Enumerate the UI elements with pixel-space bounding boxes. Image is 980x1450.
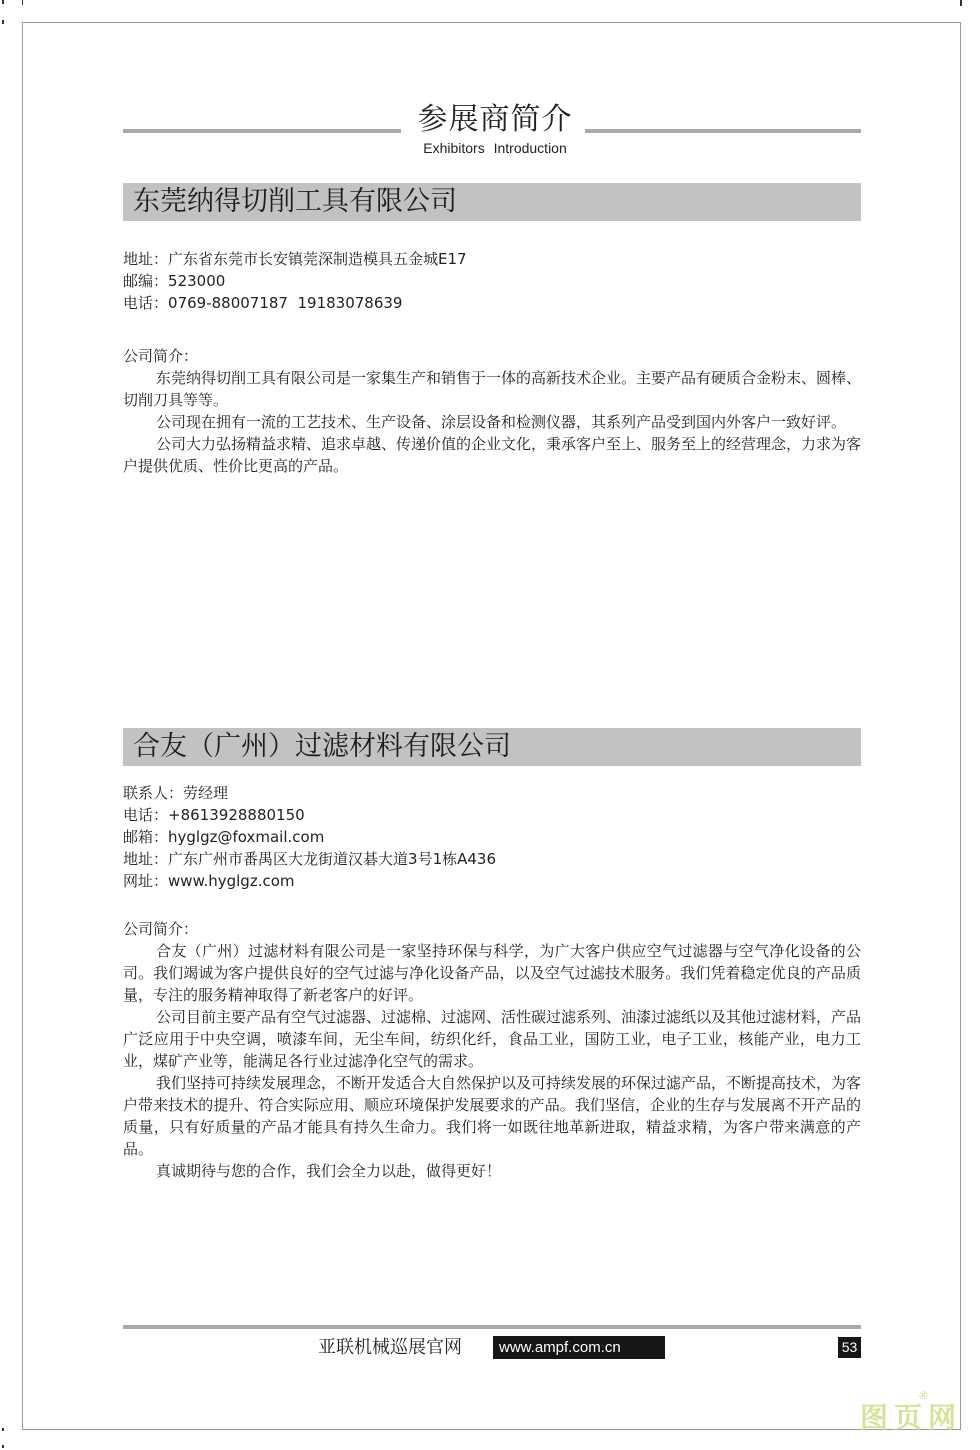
intro-paragraph: 公司目前主要产品有空气过滤器、过滤棉、过滤网、活性碳过滤系列、油漆过滤纸以及其他过滤材料，产品广泛应用于中央空调，喷漆车间，无尘车间，纺织化纤，食品工业，国防工业，电子工业，核能产业，电力工业，煤矿产业等，能满足各行业过滤净化空气的需求。 [123, 1008, 862, 1070]
colon: ： [153, 872, 169, 890]
colon: ： [153, 828, 169, 846]
crop-mark [2, 1445, 4, 1448]
page-header [123, 100, 861, 160]
info-value: 劳经理 [183, 784, 229, 802]
crop-mark [2, 1428, 4, 1431]
info-value: 0769-88007187 19183078639 [168, 294, 403, 312]
company-name: 合友（广州）过滤材料有限公司 [133, 731, 511, 762]
info-value: 523000 [168, 272, 226, 290]
intro-paragraph: 公司大力弘扬精益求精、追求卓越、传递价值的企业文化，秉承客户至上、服务至上的经营理念，力求为客户提供优质、性价比更高的产品。 [123, 435, 862, 475]
info-row-phone [123, 292, 861, 314]
info-label: 地址 [123, 850, 154, 868]
info-value: www.hyglgz.com [168, 872, 295, 890]
intro-label: 公司简介： [123, 347, 199, 365]
info-value: 广东省东莞市长安镇莞深制造模具五金城E17 [168, 250, 467, 268]
intro-paragraph: 公司现在拥有一流的工艺技术、生产设备、涂层设备和检测仪器，其系列产品受到国内外客户一致好评。 [156, 413, 847, 431]
company-intro [123, 918, 861, 1182]
company-contact-info [123, 782, 861, 892]
company-title-bar [123, 728, 861, 766]
registered-mark-icon: ® [918, 1389, 929, 1402]
info-value: +8613928880150 [168, 806, 305, 824]
page-frame [22, 22, 961, 1430]
company-intro [123, 345, 861, 477]
footer-url: www.ampf.com.cn [493, 1336, 665, 1359]
info-label: 邮编 [123, 272, 154, 290]
info-row-website [123, 870, 861, 892]
company-name: 东莞纳得切削工具有限公司 [133, 186, 457, 217]
intro-paragraph: 真诚期待与您的合作，我们会全力以赴，做得更好！ [156, 1162, 502, 1180]
info-label: 地址 [123, 250, 154, 268]
info-value: 广东广州市番禺区大龙街道汉碁大道3号1栋A436 [168, 850, 497, 868]
crop-mark [960, 0, 962, 6]
header-rule-left [123, 129, 401, 133]
page-subtitle: Exhibitors Introduction [423, 140, 567, 156]
intro-label: 公司简介： [123, 920, 199, 938]
watermark-logo: 图页网 [860, 1401, 963, 1434]
info-row-address [123, 848, 861, 870]
colon: ： [168, 784, 184, 802]
info-row-contact [123, 782, 861, 804]
colon: ： [153, 250, 169, 268]
intro-paragraph: 我们坚持可持续发展理念，不断开发适合大自然保护以及可持续发展的环保过滤产品，不断提高技术，为客户带来技术的提升、符合实际应用、顺应环境保护发展要求的产品。我们坚信，企业的生存与发展离不开产品的质量，只有好质量的产品才能具有持久生命力。我们将一如既往地革新进取，精益求精，为客户带来满意的产品。 [123, 1074, 862, 1158]
company-title-bar [123, 183, 861, 221]
footer-rule [123, 1325, 861, 1329]
info-label: 电话 [123, 294, 154, 312]
info-label: 网址 [123, 872, 154, 890]
info-row-postcode [123, 270, 861, 292]
crop-mark [22, 0, 23, 5]
intro-paragraph: 合友（广州）过滤材料有限公司是一家坚持环保与科学，为广大客户供应空气过滤器与空气净化设备的公司。我们竭诚为客户提供良好的空气过滤与净化设备产品，以及空气过滤技术服务。我们凭着稳定优良的产品质量，专注的服务精神取得了新老客户的好评。 [123, 942, 861, 1004]
colon: ： [153, 806, 169, 824]
colon: ： [153, 272, 169, 290]
info-row-email [123, 826, 861, 848]
info-row-phone [123, 804, 861, 826]
info-label: 联系人 [123, 784, 169, 802]
header-rule-right [585, 129, 861, 133]
footer-site-name: 亚联机械巡展官网 [318, 1337, 462, 1358]
info-label: 电话 [123, 806, 154, 824]
info-row-address [123, 248, 861, 270]
colon: ： [153, 294, 169, 312]
company-contact-info [123, 248, 861, 314]
crop-mark [2, 20, 4, 24]
crop-mark [2, 0, 4, 4]
colon: ： [153, 850, 169, 868]
page-number: 53 [838, 1337, 861, 1358]
info-value: hyglgz@foxmail.com [168, 828, 325, 846]
info-label: 邮箱 [123, 828, 154, 846]
intro-paragraph: 东莞纳得切削工具有限公司是一家集生产和销售于一体的高新技术企业。主要产品有硬质合金粉末、圆棒、切削刀具等等。 [123, 369, 862, 409]
page-title: 参展商简介 [417, 102, 573, 137]
